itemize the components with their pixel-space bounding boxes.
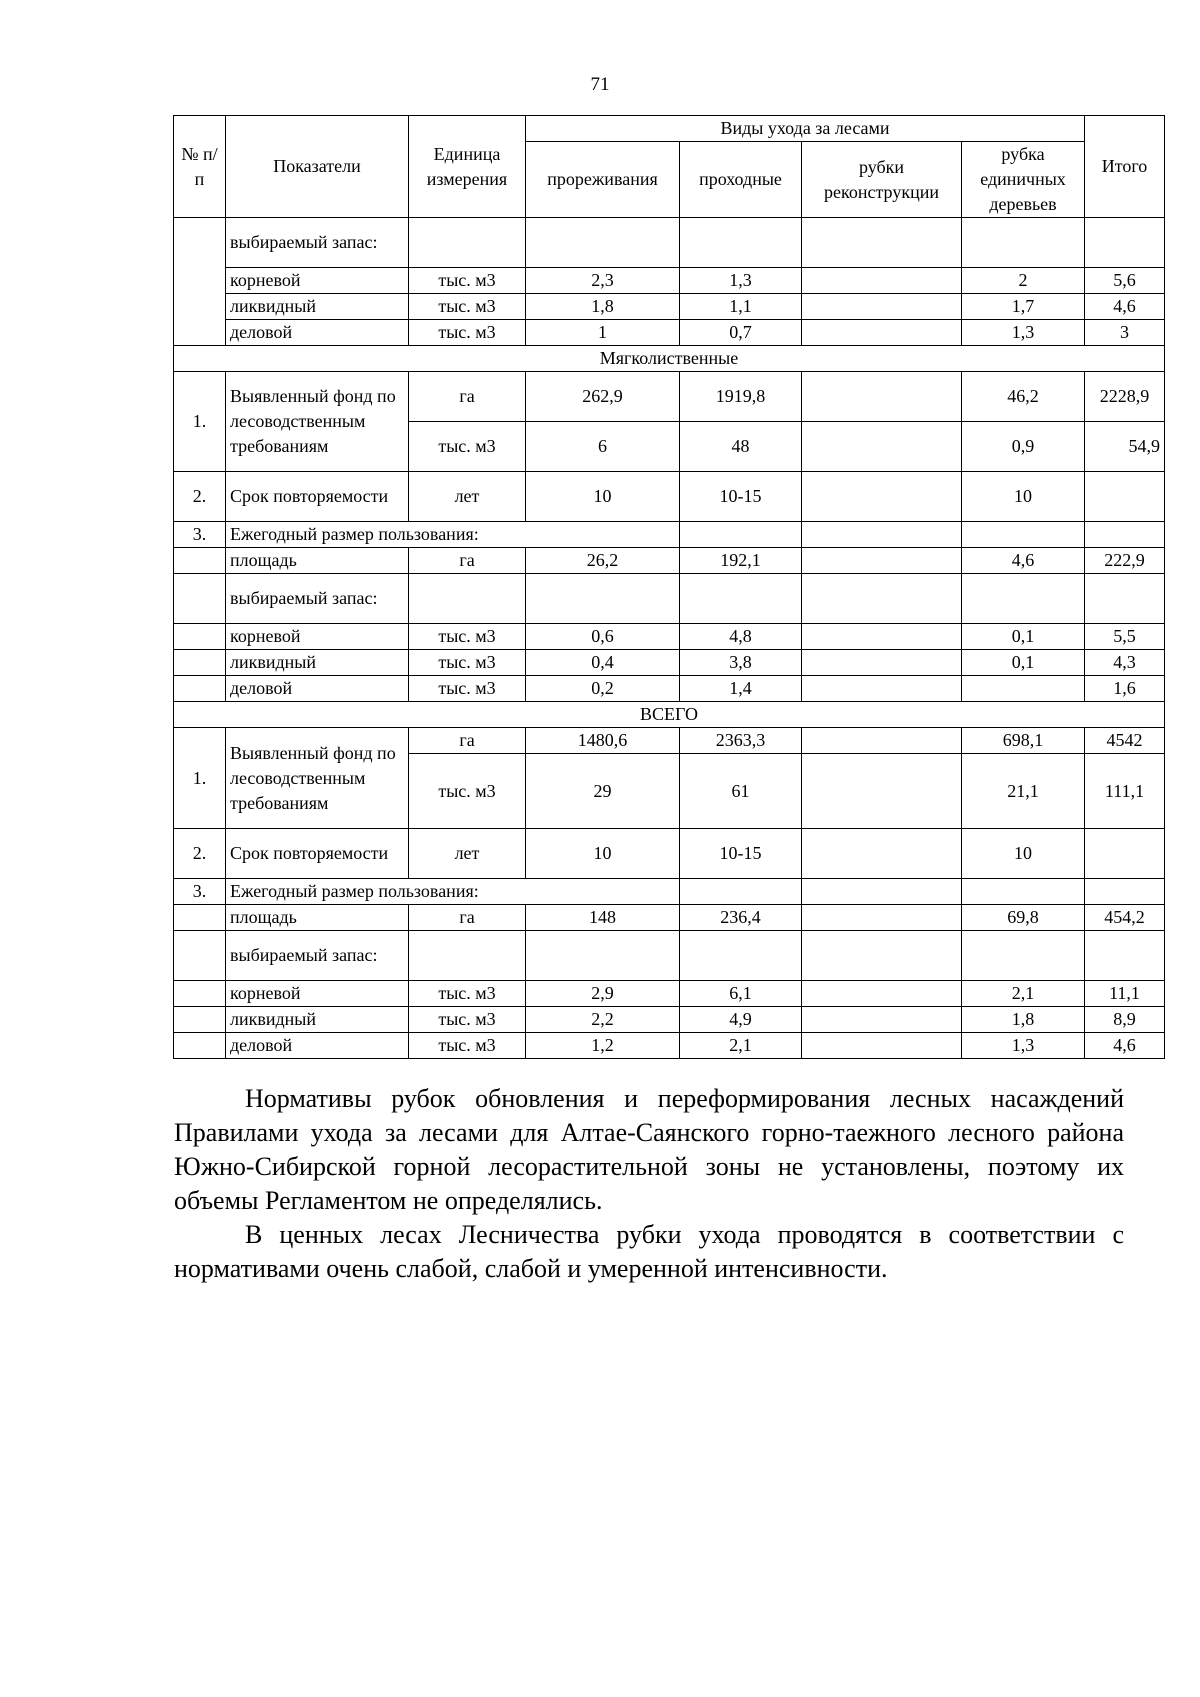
label-cell: Ежегодный размер пользования: <box>226 522 680 548</box>
value-cell: 1 <box>526 320 680 346</box>
value-cell <box>802 268 962 294</box>
value-cell <box>802 728 962 754</box>
label-cell: деловой <box>226 1033 409 1059</box>
value-cell <box>802 829 962 879</box>
value-cell: 262,9 <box>526 372 680 422</box>
unit-cell: га <box>409 548 526 574</box>
unit-cell: тыс. м3 <box>409 320 526 346</box>
total-cell <box>1085 829 1165 879</box>
label-cell: ликвидный <box>226 294 409 320</box>
unit-cell <box>409 574 526 624</box>
paragraph: Нормативы рубок обновления и переформирования лесных насаждений Правилами ухода за лесами для Алтае-Саянского горно-таежного лесного района Южно-Сибирской горной лесорастительной зоны не установлены, поэтому их объемы Регламентом не определялись. <box>174 1084 1124 1215</box>
value-cell: 0,1 <box>962 650 1085 676</box>
value-cell: 6 <box>526 422 680 472</box>
num-cell <box>174 548 226 574</box>
num-cell <box>174 905 226 931</box>
value-cell: 0,1 <box>962 624 1085 650</box>
value-cell: 48 <box>680 422 802 472</box>
paragraph: В ценных лесах Лесничества рубки ухода проводятся в соответствии с нормативами очень слабой, слабой и умеренной интенсивности. <box>174 1220 1124 1283</box>
value-cell <box>802 879 962 905</box>
table-row <box>174 268 1165 294</box>
value-cell <box>802 754 962 829</box>
value-cell: 1,8 <box>526 294 680 320</box>
value-cell: 2,1 <box>962 981 1085 1007</box>
label-cell: ликвидный <box>226 1007 409 1033</box>
value-cell: 1919,8 <box>680 372 802 422</box>
value-cell: 0,7 <box>680 320 802 346</box>
value-cell <box>680 522 802 548</box>
value-cell: 1480,6 <box>526 728 680 754</box>
total-cell <box>1085 218 1165 268</box>
total-cell <box>1085 574 1165 624</box>
num-cell <box>174 1007 226 1033</box>
table-row <box>174 320 1165 346</box>
value-cell <box>802 372 962 422</box>
num-cell: 1. <box>174 372 226 472</box>
num-cell: 3. <box>174 522 226 548</box>
value-cell: 0,9 <box>962 422 1085 472</box>
header-passage-cutting: проходные <box>680 142 802 218</box>
value-cell <box>802 320 962 346</box>
total-cell: 222,9 <box>1085 548 1165 574</box>
value-cell: 21,1 <box>962 754 1085 829</box>
total-cell: 4,3 <box>1085 650 1165 676</box>
header-thinning: прореживания <box>526 142 680 218</box>
unit-cell: тыс. м3 <box>409 1007 526 1033</box>
value-cell: 1,8 <box>962 1007 1085 1033</box>
value-cell <box>526 218 680 268</box>
value-cell <box>962 676 1085 702</box>
num-cell <box>174 574 226 624</box>
value-cell: 46,2 <box>962 372 1085 422</box>
value-cell: 1,3 <box>680 268 802 294</box>
unit-cell: га <box>409 728 526 754</box>
unit-cell: тыс. м3 <box>409 294 526 320</box>
table-row <box>174 1033 1165 1059</box>
num-cell <box>174 931 226 981</box>
total-cell: 4,6 <box>1085 294 1165 320</box>
table-row <box>174 372 1165 422</box>
value-cell <box>526 574 680 624</box>
label-cell: Срок повторяемости <box>226 829 409 879</box>
header-care-types: Виды ухода за лесами <box>526 116 1085 142</box>
unit-cell: тыс. м3 <box>409 676 526 702</box>
label-cell: ликвидный <box>226 650 409 676</box>
table-row <box>174 981 1165 1007</box>
value-cell: 2,9 <box>526 981 680 1007</box>
label-cell: корневой <box>226 624 409 650</box>
value-cell <box>802 472 962 522</box>
value-cell: 1,3 <box>962 320 1085 346</box>
value-cell: 4,6 <box>962 548 1085 574</box>
label-cell: выбираемый запас: <box>226 218 409 268</box>
total-cell: 2228,9 <box>1085 372 1165 422</box>
table-row <box>174 829 1165 879</box>
value-cell: 148 <box>526 905 680 931</box>
label-cell: площадь <box>226 548 409 574</box>
value-cell <box>680 931 802 981</box>
value-cell: 10 <box>526 472 680 522</box>
unit-cell: га <box>409 905 526 931</box>
value-cell <box>680 574 802 624</box>
unit-cell <box>409 218 526 268</box>
value-cell <box>962 522 1085 548</box>
table-row <box>174 728 1165 754</box>
label-cell: Выявленный фонд по лесоводственным требованиям <box>226 372 409 472</box>
table-row <box>174 931 1165 981</box>
page-number: 71 <box>590 74 610 95</box>
value-cell <box>802 676 962 702</box>
value-cell: 2,3 <box>526 268 680 294</box>
total-cell: 454,2 <box>1085 905 1165 931</box>
num-cell: 2. <box>174 472 226 522</box>
table-row <box>174 472 1165 522</box>
value-cell <box>680 218 802 268</box>
unit-cell: тыс. м3 <box>409 754 526 829</box>
value-cell: 2363,3 <box>680 728 802 754</box>
value-cell <box>802 1007 962 1033</box>
table-row <box>174 624 1165 650</box>
num-cell: 2. <box>174 829 226 879</box>
value-cell: 10-15 <box>680 472 802 522</box>
label-cell: корневой <box>226 268 409 294</box>
value-cell <box>802 1033 962 1059</box>
num-cell: 3. <box>174 879 226 905</box>
value-cell: 3,8 <box>680 650 802 676</box>
num-cell <box>174 218 226 346</box>
header-num: № п/п <box>174 116 226 218</box>
value-cell <box>802 294 962 320</box>
value-cell: 10-15 <box>680 829 802 879</box>
unit-cell: тыс. м3 <box>409 650 526 676</box>
label-cell: выбираемый запас: <box>226 574 409 624</box>
total-cell: 11,1 <box>1085 981 1165 1007</box>
value-cell: 61 <box>680 754 802 829</box>
value-cell <box>802 981 962 1007</box>
forest-care-table <box>173 115 1165 1059</box>
header-unit: Единица измерения <box>409 116 526 218</box>
table-row <box>174 676 1165 702</box>
header-reconstruction: рубки реконструкции <box>802 142 962 218</box>
label-cell: Срок повторяемости <box>226 472 409 522</box>
table-row <box>174 218 1165 268</box>
value-cell: 1,7 <box>962 294 1085 320</box>
header-total: Итого <box>1085 116 1165 218</box>
unit-cell: лет <box>409 472 526 522</box>
label-cell: выбираемый запас: <box>226 931 409 981</box>
table-row <box>174 548 1165 574</box>
value-cell: 10 <box>962 472 1085 522</box>
total-cell: 4542 <box>1085 728 1165 754</box>
table-row <box>174 650 1165 676</box>
value-cell <box>680 879 802 905</box>
total-cell: 3 <box>1085 320 1165 346</box>
total-cell: 111,1 <box>1085 754 1165 829</box>
label-cell: деловой <box>226 320 409 346</box>
unit-cell: га <box>409 372 526 422</box>
value-cell: 10 <box>962 829 1085 879</box>
label-cell: площадь <box>226 905 409 931</box>
value-cell: 1,1 <box>680 294 802 320</box>
label-cell: Выявленный фонд по лесоводственным требованиям <box>226 728 409 829</box>
unit-cell: тыс. м3 <box>409 624 526 650</box>
value-cell: 0,4 <box>526 650 680 676</box>
table-row <box>174 879 1165 905</box>
section-row <box>174 346 1165 372</box>
value-cell <box>962 218 1085 268</box>
value-cell: 2,1 <box>680 1033 802 1059</box>
num-cell <box>174 981 226 1007</box>
value-cell <box>526 931 680 981</box>
total-cell: 4,6 <box>1085 1033 1165 1059</box>
value-cell: 2 <box>962 268 1085 294</box>
total-cell: 1,6 <box>1085 676 1165 702</box>
total-cell <box>1085 472 1165 522</box>
total-cell <box>1085 522 1165 548</box>
value-cell <box>802 522 962 548</box>
value-cell <box>802 422 962 472</box>
total-cell: 8,9 <box>1085 1007 1165 1033</box>
header-single-tree: рубка единичных деревьев <box>962 142 1085 218</box>
section-row <box>174 702 1165 728</box>
num-cell <box>174 624 226 650</box>
value-cell: 1,3 <box>962 1033 1085 1059</box>
section-title: Мягколиственные <box>174 346 1165 372</box>
value-cell: 4,8 <box>680 624 802 650</box>
total-cell: 54,9 <box>1085 422 1165 472</box>
num-cell <box>174 650 226 676</box>
value-cell <box>802 574 962 624</box>
value-cell <box>802 548 962 574</box>
unit-cell <box>409 931 526 981</box>
value-cell: 0,2 <box>526 676 680 702</box>
header-indicators: Показатели <box>226 116 409 218</box>
total-cell <box>1085 931 1165 981</box>
label-cell: деловой <box>226 676 409 702</box>
value-cell: 26,2 <box>526 548 680 574</box>
value-cell <box>802 218 962 268</box>
value-cell: 4,9 <box>680 1007 802 1033</box>
label-cell: корневой <box>226 981 409 1007</box>
value-cell: 698,1 <box>962 728 1085 754</box>
value-cell: 1,2 <box>526 1033 680 1059</box>
value-cell <box>802 905 962 931</box>
value-cell: 192,1 <box>680 548 802 574</box>
table-row <box>174 574 1165 624</box>
value-cell <box>802 931 962 981</box>
unit-cell: тыс. м3 <box>409 268 526 294</box>
value-cell: 10 <box>526 829 680 879</box>
value-cell: 29 <box>526 754 680 829</box>
total-cell: 5,5 <box>1085 624 1165 650</box>
value-cell <box>962 879 1085 905</box>
table-row <box>174 905 1165 931</box>
unit-cell: лет <box>409 829 526 879</box>
table-row <box>174 522 1165 548</box>
total-cell <box>1085 879 1165 905</box>
table-row <box>174 1007 1165 1033</box>
body-text <box>174 1082 1124 1286</box>
value-cell: 6,1 <box>680 981 802 1007</box>
unit-cell: тыс. м3 <box>409 422 526 472</box>
value-cell <box>962 574 1085 624</box>
value-cell: 2,2 <box>526 1007 680 1033</box>
unit-cell: тыс. м3 <box>409 981 526 1007</box>
value-cell <box>802 624 962 650</box>
unit-cell: тыс. м3 <box>409 1033 526 1059</box>
num-cell: 1. <box>174 728 226 829</box>
value-cell <box>962 931 1085 981</box>
label-cell: Ежегодный размер пользования: <box>226 879 680 905</box>
value-cell: 1,4 <box>680 676 802 702</box>
value-cell: 236,4 <box>680 905 802 931</box>
value-cell: 69,8 <box>962 905 1085 931</box>
table-row <box>174 294 1165 320</box>
value-cell <box>802 650 962 676</box>
total-cell: 5,6 <box>1085 268 1165 294</box>
section-title: ВСЕГО <box>174 702 1165 728</box>
num-cell <box>174 676 226 702</box>
num-cell <box>174 1033 226 1059</box>
value-cell: 0,6 <box>526 624 680 650</box>
